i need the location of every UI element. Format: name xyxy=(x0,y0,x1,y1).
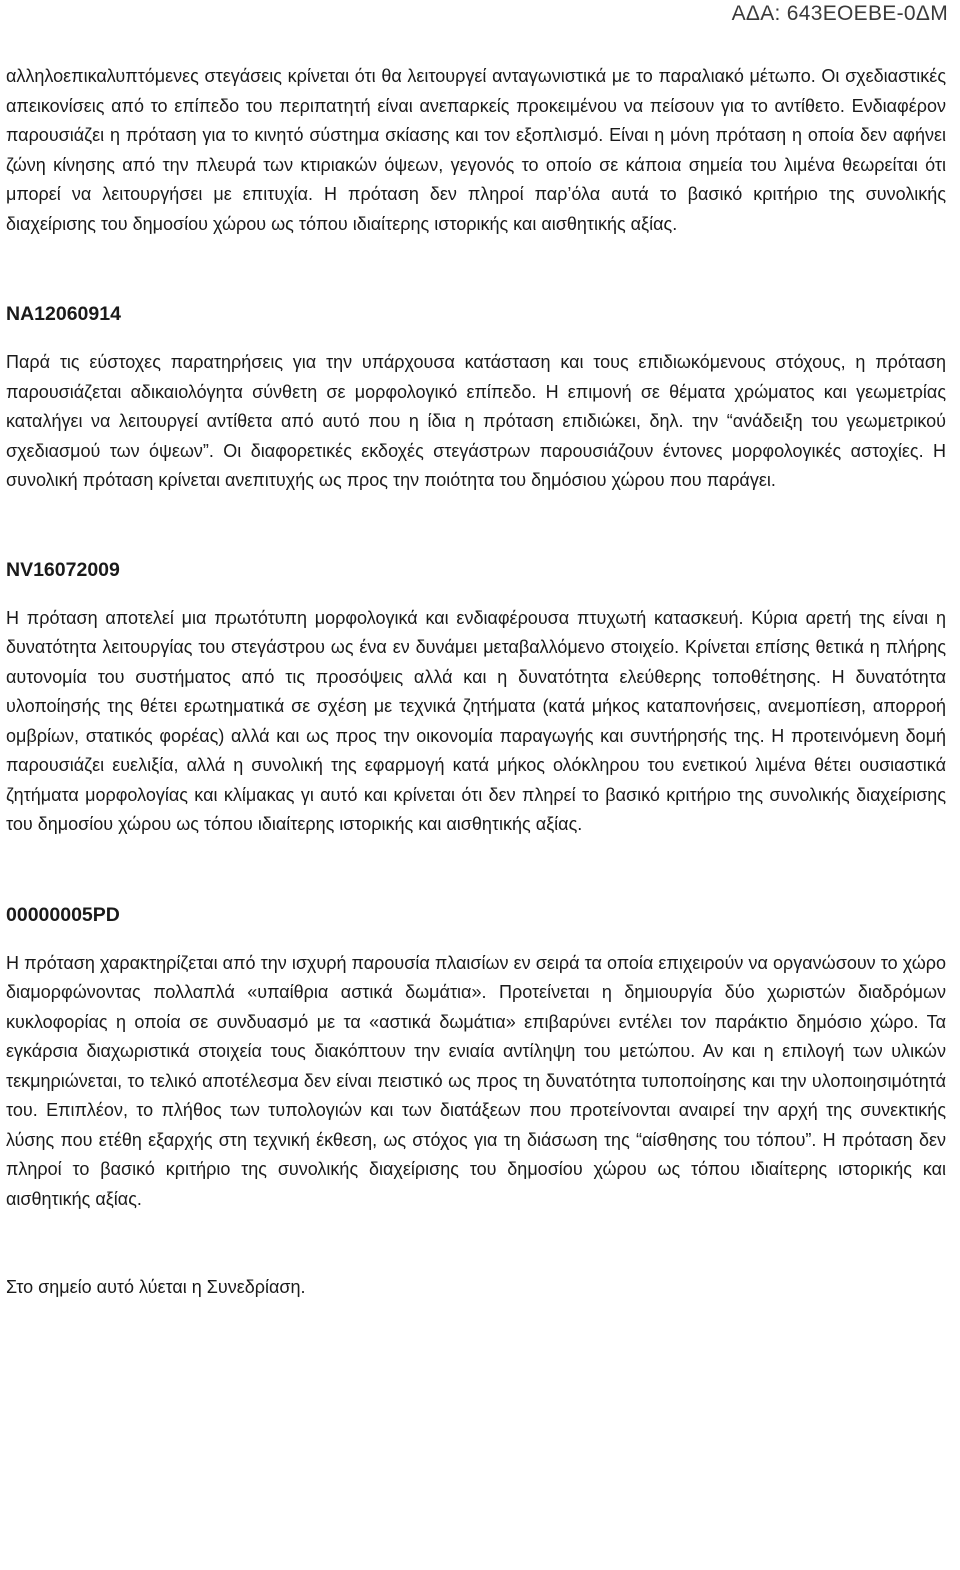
intro-paragraph: αλληλοεπικαλυπτόμενες στεγάσεις κρίνεται ότι θα λειτουργεί ανταγωνιστικά με το παραλιακό μέτωπο. Οι σχεδιαστικές απεικονίσεις από το επίπεδο του περιπατητή είναι ανεπαρκείς προκειμένου να πείσουν για το αντίθετο. Ενδιαφέρον παρουσιάζει η πρόταση για το κινητό σύστημα σκίασης και τον εξοπλισμό. Είναι η μόνη πρόταση η οποία δεν αφήνει ζώνη κίνησης από την πλευρά των κτιριακών όψεων, γεγονός το οποίο σε κάποια σημεία του λιμένα θεωρείται ότι μπορεί να λειτουργήσει με επιτυχία. Η πρόταση δεν πληροί παρ’όλα αυτά το βασικό κριτήριο της συνολικής διαχείρισης του δημοσίου χώρου ως τόπου ιδιαίτερης ιστορικής και αισθητικής αξίας. xyxy=(6,66,946,234)
submission-evaluation: Παρά τις εύστοχες παρατηρήσεις για την υπάρχουσα κατάσταση και τους επιδιωκόμενους στόχους, η πρόταση παρουσιάζεται αδικαιολόγητα σύνθετη σε μορφολογικό επίπεδο. Η επιμονή σε θέματα χρώματος και γεωμετρίας καταλήγει να λειτουργεί αντίθετα από αυτό που η ίδια η πρόταση επιδιώκει, δηλ. την “ανάδειξη του γεωμετρικού σχεδιασμού των όψεων”. Οι διαφορετικές εκδοχές στεγάστρων παρουσιάζουν έντονες μορφολογικές αστοχίες. Η συνολική πρόταση κρίνεται ανεπιτυχής ως προς την ποιότητα του δημόσιου χώρου που παράγει. xyxy=(6,352,946,490)
ada-document-id: ΑΔΑ: 643ΕΟΕΒΕ-0ΔΜ xyxy=(731,2,948,25)
closing-statement: Στο σημείο αυτό λύεται η Συνεδρίαση. xyxy=(6,1277,306,1297)
submission-code: 00000005PD xyxy=(6,903,120,926)
submission-code: NA12060914 xyxy=(6,303,121,325)
document-body xyxy=(6,62,946,1303)
submission-code: NV16072009 xyxy=(6,558,120,581)
submission-evaluation: Η πρόταση χαρακτηρίζεται από την ισχυρή παρουσία πλαισίων εν σειρά τα οποία επιχειρούν να οργανώσουν το χώρο διαμορφώνοντας πολλαπλά «υπαίθρια αστικά δωμάτια». Προτείνεται η δημιουργία δύο χωριστών διαδρόμων κυκλοφορίας η οποία σε συνδυασμό με τα «αστικά δωμάτια» επιβαρύνει εντέλει τον παράκτιο δημόσιο χώρο. Τα εγκάρσια διαχωριστικά στοιχεία τους διακόπτουν την ενιαία αντίληψη του μετώπου. Αν και η επιλογή των υλικών τεκμηριώνεται, το τελικό αποτέλεσμα δεν είναι πειστικό ως προς τη δυνατότητα τυποποίησης και την υλοποιησιμότητά του. Επιπλέον, το πλήθος των τυπολογιών και των διατάξεων που προτείνονται αναιρεί την αρχή της συνεκτικής λύσης που ετέθη εξαρχής στη τεχνική έκθεση, ως στόχος για τη διάσωση της “αίσθησης του τόπου”. Η πρόταση δεν πληροί το βασικό κριτήριο της συνολικής διαχείρισης του δημοσίου χώρου ως τόπου ιδιαίτερης ιστορικής και αισθητικής αξίας. xyxy=(6,952,946,1209)
submission-evaluation: Η πρόταση αποτελεί μια πρωτότυπη μορφολογικά και ενδιαφέρουσα πτυχωτή κατασκευή. Κύρια αρετή της είναι η δυνατότητα λειτουργίας του στεγάστρου ως ένα εν δυνάμει μεταβαλλόμενο στοιχείο. Κρίνεται επίσης θετικά η πλήρης αυτονομία του συστήματος από τις προσόψεις αλλά και η δυνατότητα ελεύθερης τοποθέτησης. Η δυνατότητα υλοποίησής της θέτει ερωτηματικά σε σχέση με τεχνικά ζητήματα (κατά μήκος καταπονήσεις, ανεμοπίεση, απορροή ομβρίων, στατικός φορέας) αλλά και ως προς την οικονομία παραγωγής και συντήρησής της. Η προτεινόμενη δομή παρουσιάζει ευελιξία, αλλά η συνολική της εφαρμογή κατά μήκος ολόκληρου του ενετικού λιμένα θέτει ουσιαστικά ζητήματα μορφολογίας και κλίμακας γι αυτό και κρίνεται ότι δεν πληρεί το βασικό κριτήριο της συνολικής διαχείρισης του δημοσίου χώρου ως τόπου ιδιαίτερης ιστορικής και αισθητικής αξίας. xyxy=(6,607,946,834)
